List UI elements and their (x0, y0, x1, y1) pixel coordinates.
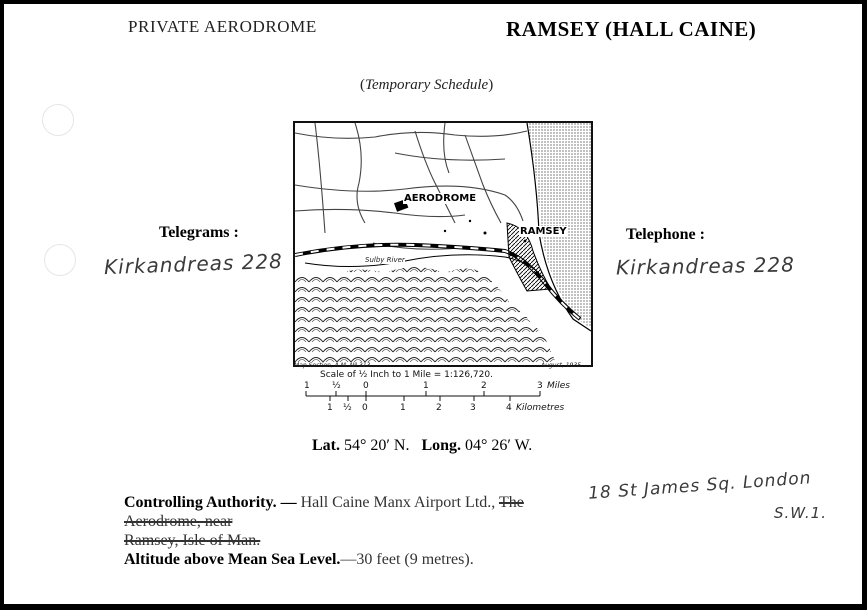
altitude-line (124, 551, 474, 569)
altitude-dash: — (340, 551, 357, 568)
map-label-ramsey: RAMSEY (520, 226, 567, 237)
hill-shading (295, 267, 557, 365)
schedule-note: (Temporary Schedule) (360, 77, 494, 93)
km-unit-label: Kilometres (516, 403, 565, 413)
lat-value: 54° 20′ N. (344, 437, 410, 454)
miles-tick-label: 1 (423, 381, 429, 391)
long-value: 04° 26′ W. (465, 437, 533, 454)
aerodrome-name-heading: RAMSEY (HALL CAINE) (506, 17, 757, 41)
punch-hole-mark (44, 244, 76, 276)
km-tick-label: 1 (327, 403, 333, 413)
km-tick-label: 2 (436, 403, 442, 413)
location-map (293, 121, 593, 367)
miles-tick-label: 2 (481, 381, 487, 391)
telegrams-label: Telegrams : (159, 224, 239, 241)
aerodrome-type-heading: PRIVATE AERODROME (128, 17, 317, 36)
controlling-authority-label: Controlling Authority. — (124, 494, 297, 511)
map-label-river: Sulby River (365, 256, 405, 264)
km-tick-label: 0 (362, 403, 368, 413)
km-tick-label: 1 (400, 403, 406, 413)
handwritten-address-line1: 18 St James Sq. London (587, 468, 813, 504)
miles-unit-label: Miles (547, 381, 570, 391)
roads (295, 123, 527, 249)
km-tick-label: ½ (343, 403, 352, 413)
telephone-handwritten: Kirkandreas 228 (615, 252, 796, 280)
map-label-aerodrome: AERODROME (404, 193, 477, 204)
telephone-label: Telephone : (626, 226, 705, 243)
miles-tick-label: 0 (363, 381, 369, 391)
controlling-authority (124, 493, 594, 550)
map-section-note: Map Section, A.M. Nº 313 (294, 362, 371, 369)
struck-address-line2: Ramsey, Isle of Man. (124, 532, 261, 549)
km-tick-label: 4 (506, 403, 512, 413)
document-page (4, 4, 862, 604)
map-drawing (295, 123, 591, 365)
struck-address-line1: The Aerodrome, near (124, 494, 524, 530)
map-scale-title: Scale of ½ Inch to 1 Mile = 1:126,720. (320, 370, 493, 380)
miles-tick-label: ½ (332, 381, 341, 391)
altitude-label: Altitude above Mean Sea Level. (124, 551, 341, 568)
telegrams-handwritten: Kirkandreas 228 (103, 248, 284, 280)
miles-tick-label: 3 (537, 381, 543, 391)
controlling-authority-company: Hall Caine Manx Airport Ltd., (300, 494, 496, 511)
lat-label: Lat. (312, 437, 340, 454)
punch-hole-mark (42, 104, 74, 136)
map-date-note: August, 1935. (541, 362, 583, 369)
altitude-value: 30 feet (9 metres). (356, 551, 474, 568)
coordinates-line (312, 437, 532, 455)
miles-tick-label: 1 (304, 381, 310, 391)
km-tick-label: 3 (470, 403, 476, 413)
handwritten-address-line2: S.W.1. (774, 504, 827, 522)
long-label: Long. (421, 437, 462, 454)
